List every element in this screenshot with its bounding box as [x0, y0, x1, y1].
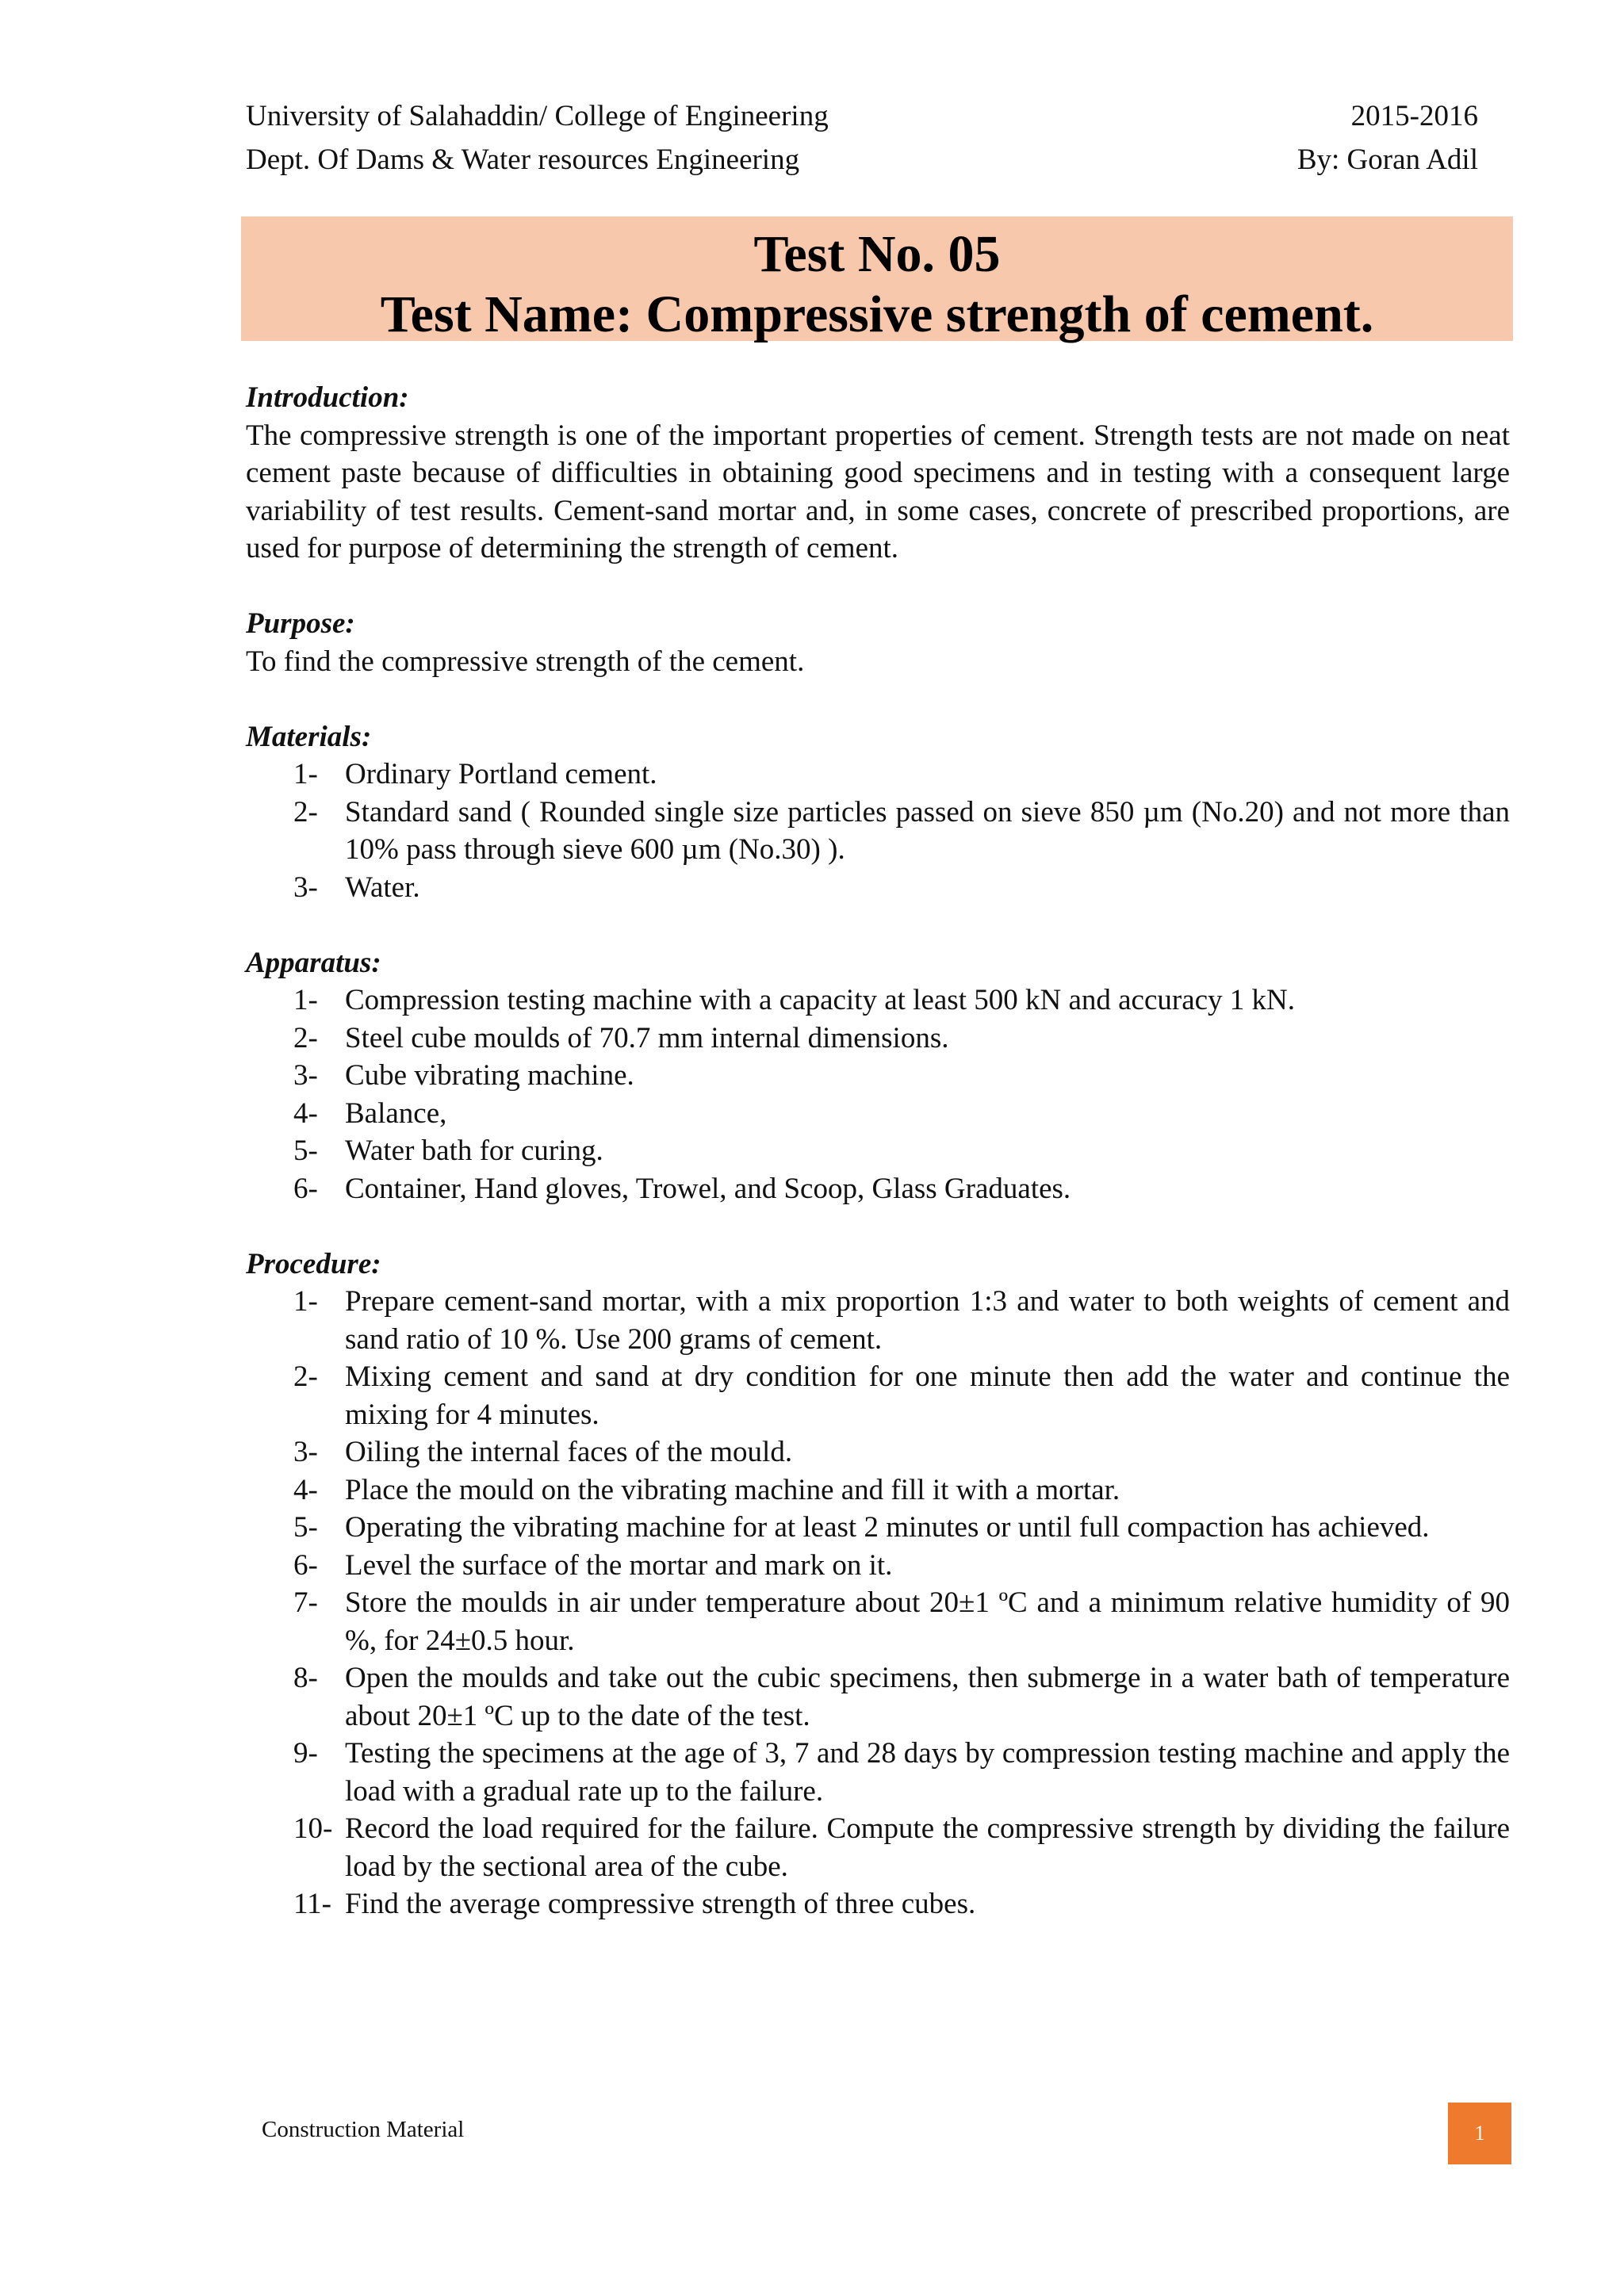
title-banner — [241, 216, 1513, 341]
list-item-number: 8- — [293, 1662, 318, 1694]
list-item-text: Standard sand ( Rounded single size particles passed on sieve 850 µm (No.20) and not more than 10% pass through sieve 600 µm (No.30) ). — [345, 795, 1510, 866]
list-item-number: 4- — [293, 1096, 318, 1130]
list-item-text: Place the mould on the vibrating machine and fill it with a mortar. — [345, 1473, 1120, 1506]
list-item-text: Oiling the internal faces of the mould. — [345, 1436, 793, 1468]
list-item — [246, 1659, 1510, 1735]
list-item-number: 3- — [293, 871, 318, 904]
list-item-text: Steel cube moulds of 70.7 mm internal dimensions. — [345, 1021, 949, 1054]
list-item-number: 7- — [293, 1586, 318, 1619]
list-item — [246, 1283, 1510, 1358]
list-item-text: Water. — [345, 871, 420, 904]
introduction-text: The compressive strength is one of the important properties of cement. Strength tests are not made on neat cement paste because of difficulties in obtaining good specimens and in testing with a consequent large variability of test results. Cement-sand mortar and, in some cases, concrete of prescribed proportions, are used for purpose of determining the strength of cement. — [246, 419, 1510, 564]
purpose-section — [246, 605, 1510, 680]
list-item — [246, 1057, 1510, 1095]
university-name: University of Salahaddin/ College of Engineering — [246, 100, 829, 132]
footer-course-label: Construction Material — [262, 2117, 465, 2142]
list-item-text: Balance, — [345, 1096, 447, 1130]
header-line-2 — [246, 145, 1478, 174]
academic-year: 2015-2016 — [1350, 100, 1478, 132]
procedure-list — [246, 1283, 1510, 1923]
header-line-1 — [246, 101, 1478, 131]
materials-section — [246, 718, 1510, 907]
list-item — [246, 1358, 1510, 1433]
apparatus-heading: Apparatus: — [246, 946, 381, 979]
list-item — [246, 1170, 1510, 1208]
list-item — [246, 1584, 1510, 1659]
list-item-number: 2- — [293, 1360, 318, 1393]
list-item-text: Prepare cement-sand mortar, with a mix proportion 1:3 and water to both weights of cement and sand ratio of 10 %. Use 200 grams of cement. — [345, 1285, 1510, 1356]
list-item-text: Testing the specimens at the age of 3, 7 and 28 days by compression testing machine and apply the load with a gradual rate up to the failure. — [345, 1737, 1510, 1808]
list-item — [246, 1095, 1510, 1133]
list-item — [246, 1020, 1510, 1058]
list-item-number: 3- — [293, 1436, 318, 1468]
department-name: Dept. Of Dams & Water resources Engineering — [246, 144, 800, 176]
list-item — [246, 1132, 1510, 1170]
list-item-number: 6- — [293, 1172, 318, 1205]
list-item-text: Mixing cement and sand at dry condition for one minute then add the water and continue the mixing for 4 minutes. — [345, 1360, 1510, 1431]
list-item-number: 10- — [293, 1812, 333, 1845]
list-item-text: Store the moulds in air under temperature about 20±1 ºC and a minimum relative humidity of 90 %, for 24±0.5 hour. — [345, 1586, 1510, 1657]
list-item-text: Ordinary Portland cement. — [345, 758, 657, 790]
list-item — [246, 1471, 1510, 1510]
test-number: Test No. 05 — [753, 225, 1001, 283]
introduction-heading: Introduction: — [246, 381, 409, 414]
list-item-text: Container, Hand gloves, Trowel, and Scoop, Glass Graduates. — [345, 1172, 1071, 1205]
introduction-section — [246, 379, 1510, 568]
author-name: By: Goran Adil — [1297, 144, 1478, 176]
list-item-number: 2- — [293, 795, 318, 828]
list-item-number: 4- — [293, 1473, 318, 1506]
list-item-number: 5- — [293, 1511, 318, 1544]
list-item-text: Level the surface of the mortar and mark on it. — [345, 1548, 893, 1582]
list-item-text: Record the load required for the failure. Compute the compressive strength by dividing the failure load by the sectional area of the cube. — [345, 1812, 1510, 1883]
list-item-number: 9- — [293, 1737, 318, 1770]
list-item — [246, 1509, 1510, 1547]
procedure-heading: Procedure: — [246, 1247, 381, 1280]
page-number-badge: 1 — [1448, 2103, 1511, 2164]
list-item-text: Operating the vibrating machine for at least 2 minutes or until full compaction has achieved. — [345, 1511, 1430, 1544]
materials-heading: Materials: — [246, 720, 372, 753]
list-item-number: 1- — [293, 758, 318, 790]
list-item-number: 3- — [293, 1059, 318, 1092]
purpose-heading: Purpose: — [246, 607, 355, 640]
list-item-number: 1- — [293, 984, 318, 1016]
list-item — [246, 1810, 1510, 1885]
apparatus-list — [246, 982, 1510, 1207]
list-item — [246, 756, 1510, 794]
list-item-number: 6- — [293, 1548, 318, 1582]
purpose-text: To find the compressive strength of the cement. — [246, 645, 805, 678]
list-item-text: Open the moulds and take out the cubic specimens, then submerge in a water bath of temperature about 20±1 ºC up to the date of the test. — [345, 1662, 1510, 1732]
test-name: Test Name: Compressive strength of cement. — [380, 285, 1374, 343]
list-item-number: 1- — [293, 1285, 318, 1318]
materials-list — [246, 756, 1510, 906]
list-item — [246, 1433, 1510, 1471]
list-item-text: Compression testing machine with a capacity at least 500 kN and accuracy 1 kN. — [345, 984, 1296, 1016]
list-item-text: Water bath for curing. — [345, 1135, 603, 1167]
list-item-number: 5- — [293, 1135, 318, 1167]
list-item-number: 2- — [293, 1021, 318, 1054]
procedure-section — [246, 1246, 1510, 1923]
document-body — [246, 379, 1510, 1961]
list-item — [246, 794, 1510, 869]
list-item-text: Find the average compressive strength of three cubes. — [345, 1888, 976, 1920]
list-item — [246, 1735, 1510, 1810]
list-item-text: Cube vibrating machine. — [345, 1059, 634, 1092]
apparatus-section — [246, 944, 1510, 1208]
list-item — [246, 982, 1510, 1020]
list-item — [246, 869, 1510, 907]
list-item — [246, 1885, 1510, 1923]
list-item-number: 11- — [293, 1888, 331, 1920]
list-item — [246, 1547, 1510, 1585]
